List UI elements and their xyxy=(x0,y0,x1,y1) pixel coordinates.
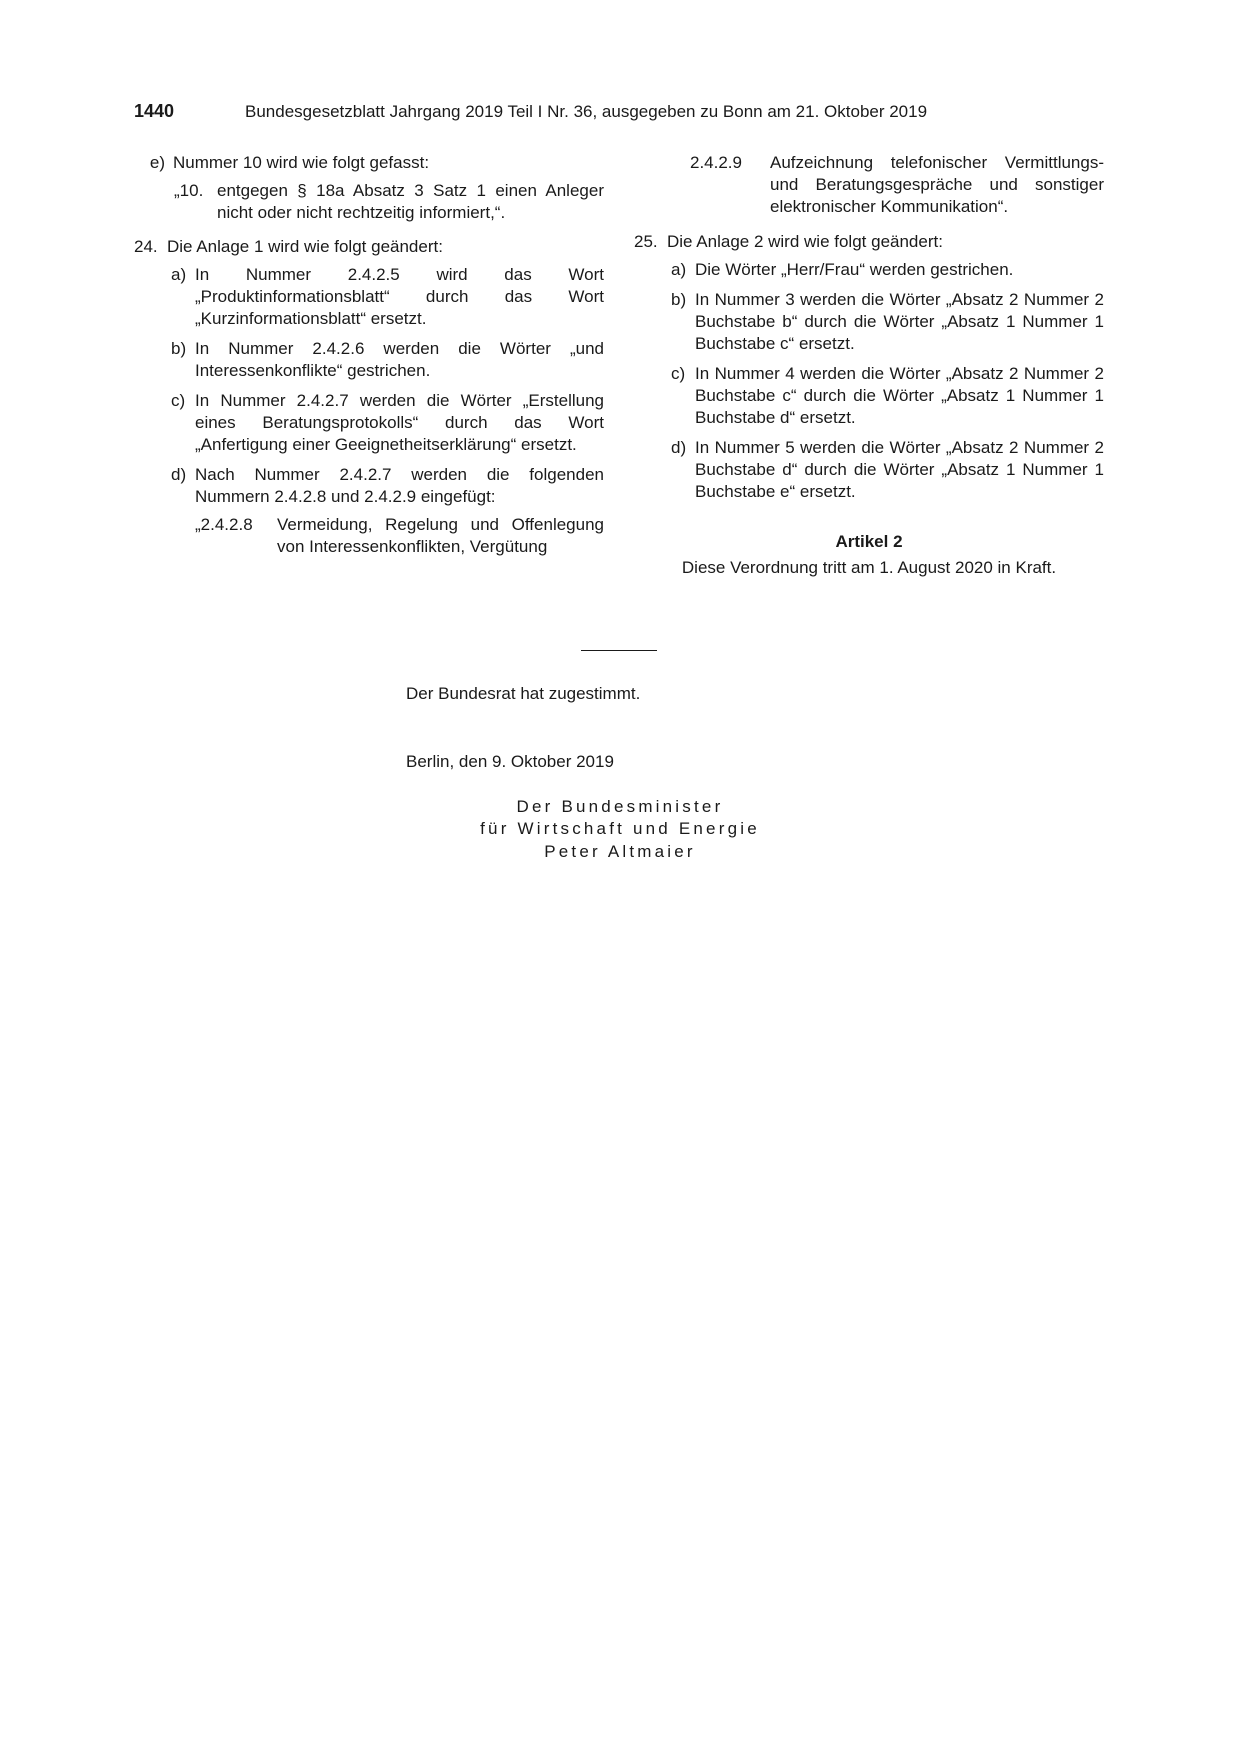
sub-item-d xyxy=(671,437,1104,503)
sub-marker: d) xyxy=(171,465,187,484)
sub-text: In Nummer 2.4.2.7 werden die Wörter „Erstellung eines Beratungsprotokolls“ durch das Wort „Anfertigung einer Geeignetheitserklärung“ ersetzt. xyxy=(195,391,604,454)
right-column xyxy=(634,152,1104,579)
signature-title: Der Bundesminister xyxy=(516,797,724,816)
sub-text: In Nummer 2.4.2.6 werden die Wörter „und Interessenkonflikte“ gestrichen. xyxy=(195,339,604,380)
item-text: Die Anlage 2 wird wie folgt geändert: xyxy=(667,232,943,251)
sub-marker: b) xyxy=(171,339,187,358)
page-number: 1440 xyxy=(134,101,175,121)
running-head: Bundesgesetzblatt Jahrgang 2019 Teil I Nr. 36, ausgegeben zu Bonn am 21. Oktober 2019 xyxy=(245,102,928,121)
item-text: Nummer 10 wird wie folgt gefasst: xyxy=(173,153,430,172)
item-marker: 25. xyxy=(634,232,658,251)
consent-line: Der Bundesrat hat zugestimmt. xyxy=(406,684,641,703)
provision-number: „2.4.2.8 xyxy=(195,515,253,534)
sub-marker: a) xyxy=(171,265,187,284)
signature-ministry: für Wirtschaft und Energie xyxy=(480,819,760,838)
sub-item-b xyxy=(171,338,604,382)
sub-marker: c) xyxy=(171,391,186,410)
article-text: Diese Verordnung tritt am 1. August 2020 in Kraft. xyxy=(681,558,1057,577)
item-text: Die Anlage 1 wird wie folgt geändert: xyxy=(167,237,443,256)
list-item-25 xyxy=(634,231,1104,503)
sub-marker: d) xyxy=(671,438,687,457)
item-marker: e) xyxy=(149,153,165,172)
section-divider xyxy=(581,650,657,651)
sub-text: Nach Nummer 2.4.2.7 werden die folgenden Nummern 2.4.2.8 und 2.4.2.9 eingefügt: xyxy=(195,465,604,506)
sub-marker: b) xyxy=(671,290,687,309)
sub-text: In Nummer 5 werden die Wörter „Absatz 2 Nummer 2 Buchstabe d“ durch die Wörter „Absatz 1 Nummer 1 Buchstabe e“ ersetzt. xyxy=(695,438,1104,501)
place-date: Berlin, den 9. Oktober 2019 xyxy=(406,752,614,771)
article-heading: Artikel 2 xyxy=(835,532,903,551)
item-marker: 24. xyxy=(134,237,158,256)
continued-provision xyxy=(635,152,1104,218)
sub-text: In Nummer 2.4.2.5 wird das Wort „Produktinformationsblatt“ durch das Wort „Kurzinformationsblatt“ ersetzt. xyxy=(195,265,604,328)
sub-item-a xyxy=(171,264,604,330)
list-item-e xyxy=(134,152,604,224)
quote-marker: „10. xyxy=(174,181,204,200)
provision-text: Vermeidung, Regelung und Offenlegung von Interessenkonflikten, Vergütung xyxy=(277,515,604,556)
list-item-24 xyxy=(134,236,604,558)
sub-item-c xyxy=(171,390,604,456)
quote-text: entgegen § 18a Absatz 3 Satz 1 einen Anleger nicht oder nicht rechtzeitig informiert,“. xyxy=(217,181,604,222)
sub-item-a xyxy=(671,259,1104,281)
sub-marker: c) xyxy=(671,364,686,383)
signature-name: Peter Altmaier xyxy=(544,842,696,861)
sub-text: Die Wörter „Herr/Frau“ werden gestrichen. xyxy=(695,260,1014,279)
sub-text: In Nummer 4 werden die Wörter „Absatz 2 Nummer 2 Buchstabe c“ durch die Wörter „Absatz 1 Nummer 1 Buchstabe d“ ersetzt. xyxy=(695,364,1104,427)
sub-item-d xyxy=(171,464,604,558)
sub-item-c xyxy=(671,363,1104,429)
sub-marker: a) xyxy=(671,260,687,279)
sub-text: In Nummer 3 werden die Wörter „Absatz 2 Nummer 2 Buchstabe b“ durch die Wörter „Absatz 1 Nummer 1 Buchstabe c“ ersetzt. xyxy=(695,290,1104,353)
left-column xyxy=(134,152,604,570)
provision-text: Aufzeichnung telefonischer Vermittlungs- und Beratungsgespräche und sonstiger elektronischer Kommunikation“. xyxy=(770,153,1104,216)
quoted-provision xyxy=(195,514,604,558)
quoted-provision xyxy=(173,180,604,224)
page-header xyxy=(134,100,1109,124)
sub-item-b xyxy=(671,289,1104,355)
provision-number: 2.4.2.9 xyxy=(690,153,742,172)
